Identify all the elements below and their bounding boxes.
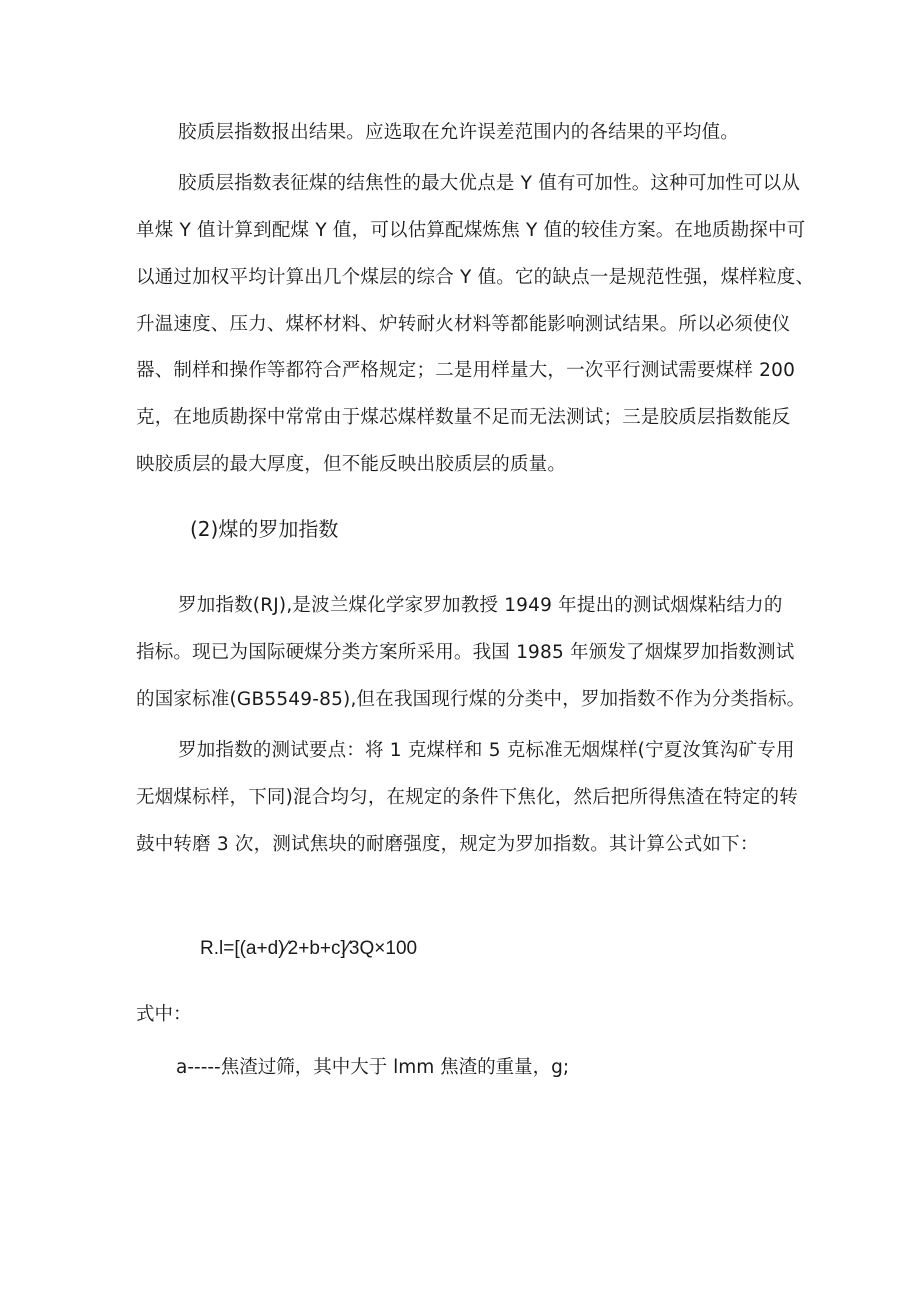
paragraph-line: 的国家标准(GB5549-85),但在我国现行煤的分类中，罗加指数不作为分类指标。 bbox=[136, 689, 806, 710]
paragraph-line: 单煤 Y 值计算到配煤 Y 值，可以估算配煤炼焦 Y 值的较佳方案。在地质勘探中可 bbox=[136, 220, 806, 241]
paragraph-line: 胶质层指数报出结果。应选取在允许误差范围内的各结果的平均值。 bbox=[178, 122, 740, 143]
formula-label: 式中： bbox=[136, 1004, 192, 1025]
section-heading: (2)煤的罗加指数 bbox=[190, 517, 339, 541]
paragraph-line: 映胶质层的最大厚度，但不能反映出胶质层的质量。 bbox=[136, 454, 567, 475]
paragraph-line: 升温速度、压力、煤杯材料、炉转耐火材料等都能影响测试结果。所以必须使仪 bbox=[136, 314, 791, 335]
paragraph-line: 克，在地质勘探中常常由于煤芯煤样数量不足而无法测试；三是胶质层指数能反 bbox=[136, 407, 791, 428]
paragraph-line: 器、制样和操作等都符合严格规定；二是用样量大，一次平行测试需要煤样 200 bbox=[136, 360, 796, 381]
paragraph-line: 胶质层指数表征煤的结焦性的最大优点是 Y 值有可加性。这种可加性可以从 bbox=[178, 173, 801, 194]
paragraph-line: 罗加指数(RJ),是波兰煤化学家罗加教授 1949 年提出的测试烟煤粘结力的 bbox=[178, 595, 783, 616]
paragraph-line: 鼓中转磨 3 次，测试焦块的耐磨强度，规定为罗加指数。其计算公式如下： bbox=[136, 834, 759, 855]
paragraph-line: 无烟煤标样，下同)混合均匀，在规定的条件下焦化，然后把所得焦渣在特定的转 bbox=[136, 787, 798, 808]
variable-definition: a-----焦渣过筛，其中大于 lmm 焦渣的重量，g; bbox=[176, 1057, 570, 1078]
paragraph-line: 以通过加权平均计算出几个煤层的综合 Y 值。它的缺点一是规范性强，煤样粒度、 bbox=[136, 267, 815, 288]
paragraph-line: 指标。现已为国际硬煤分类方案所采用。我国 1985 年颁发了烟煤罗加指数测试 bbox=[136, 642, 795, 663]
formula: R.l=[(a+d)⁄2+b+c]⁄3Q×100 bbox=[200, 938, 418, 959]
paragraph-line: 罗加指数的测试要点：将 1 克煤样和 5 克标准无烟煤样(宁夏汝箕沟矿专用 bbox=[178, 740, 795, 761]
